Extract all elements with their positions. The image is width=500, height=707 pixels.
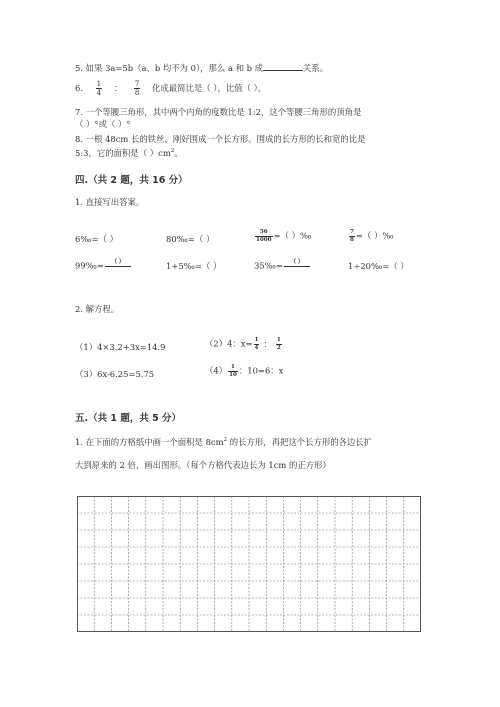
- calc-35-permille: 35‰= （ ）: [254, 259, 311, 273]
- q5-text: 5. 如果 3a=5b（a、b 均不为 0），那么 a 和 b 成: [75, 63, 264, 73]
- fraction: $\frac{7}{8}$: [350, 229, 354, 243]
- equation-4: （4） $\frac{1}{10}$ ：10=6：x: [205, 364, 284, 378]
- fraction: $\frac{1}{2}$: [276, 337, 281, 351]
- equation-2: （2）4：x= $\frac{1}{4}$ ： $\frac{1}{2}$: [205, 337, 281, 351]
- section-4-title: 四.（共 2 题，共 16 分）: [75, 175, 188, 186]
- grid-paper[interactable]: [77, 496, 421, 632]
- calc-56-1000: $\frac{56}{1000}$ =（ ）‰: [256, 229, 312, 243]
- question-7-line1: 7. 一个等腰三角形，其中两个内角的度数比是 1:2，这个等腰三角形的顶角是: [75, 107, 362, 117]
- calc-1-plus-5-permille: 1+5‰=（ ）: [166, 261, 222, 271]
- question-8-line2: 5:3，它的面积是（ ）$cm^2$。: [75, 147, 183, 158]
- calc-6-permille: 6‰=（ ）: [75, 234, 118, 244]
- fraction: $\frac{56}{1000}$: [256, 229, 272, 243]
- answer-blank[interactable]: [263, 62, 303, 71]
- fraction: $\frac{7}{8}$: [134, 80, 140, 97]
- calc-7-8: $\frac{7}{8}$ =（ ）‰: [350, 229, 394, 243]
- fraction: （ ）: [105, 259, 131, 273]
- q5-text-after: 关系。: [303, 63, 329, 73]
- fraction: （ ）: [284, 259, 310, 273]
- equation-3: （3）6x-6.25=5.75: [75, 369, 155, 379]
- section-5-title: 五.（共 1 题，共 5 分）: [75, 413, 182, 424]
- s5-q1-line2: 大到原来的 2 倍，画出图形。（每个方格代表边长为 1cm 的正方形）: [75, 460, 331, 470]
- question-7-line2: （ ）°或（ ）°: [75, 119, 131, 129]
- fraction: $\frac{1}{4}$: [96, 80, 102, 97]
- q6-text: 化成最简比是（ ），比值（ ）。: [152, 83, 267, 93]
- s4-q1-title: 1. 直接写出答案。: [75, 197, 145, 207]
- fraction: $\frac{1}{4}$: [254, 337, 259, 351]
- s5-q1-line1: 1. 在下面的方格纸中画一个面积是 $8cm^2$ 的长方形，再把这个长方形的各边长扩: [75, 436, 373, 447]
- question-6: [75, 80, 266, 97]
- calc-99-permille: 99‰= （ ）: [75, 259, 132, 273]
- calc-80-permille: 80‰=（ ）: [166, 234, 215, 244]
- fraction: $\frac{1}{10}$: [229, 364, 237, 378]
- q6-prefix: 6.: [75, 83, 83, 93]
- s4-q2-title: 2. 解方程。: [75, 304, 120, 314]
- colon: ：: [113, 83, 123, 93]
- question-5: [75, 62, 328, 74]
- equation-1: （1）4×3.2+3x=14.9: [75, 342, 166, 352]
- calc-1-div-20-permille: 1÷20‰=（ ）: [348, 261, 409, 271]
- question-8-line1: 8. 一根 48cm 长的铁丝，刚好围成一个长方形。围成的长方形的长和宽的比是: [75, 134, 366, 144]
